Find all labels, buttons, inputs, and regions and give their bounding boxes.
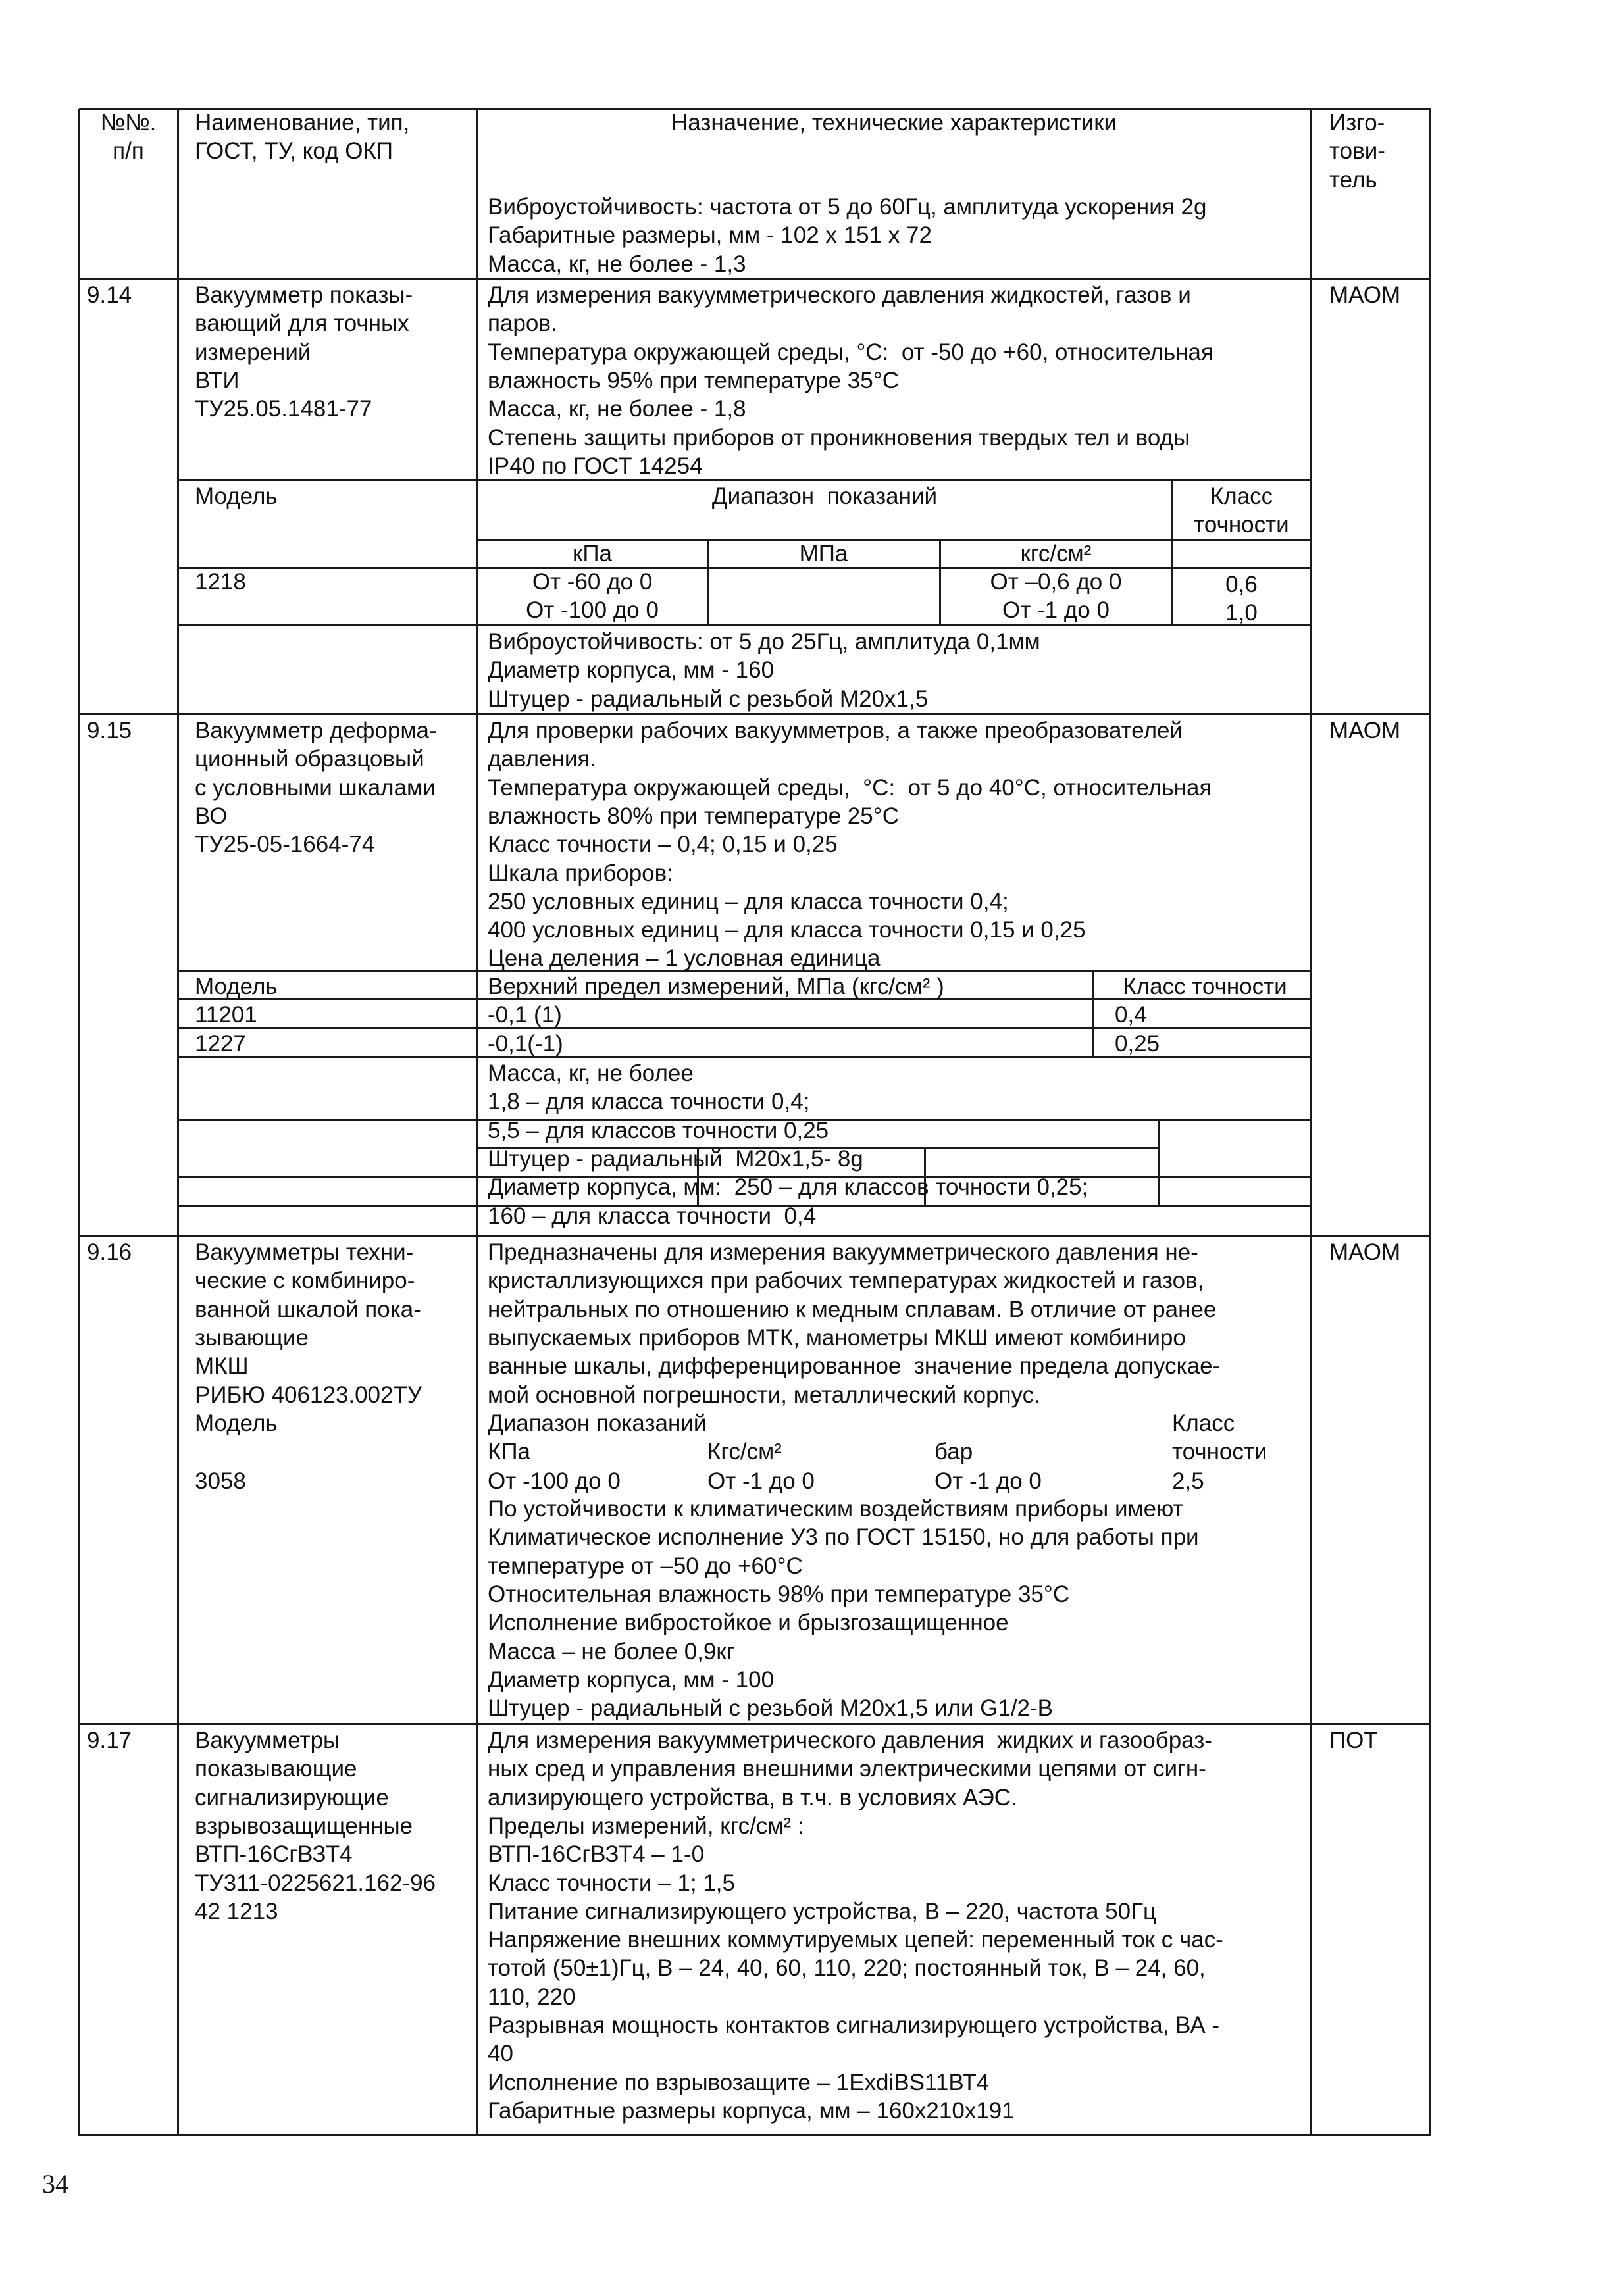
unit-kpa-header: кПа	[573, 541, 612, 566]
device-description: давления.	[488, 746, 597, 772]
device-description: 400 условных единиц – для класса точности 0,15 и 0,25	[488, 917, 1086, 943]
device-description: Температура окружающей среды, °С: от -50 до +60, относительная	[488, 339, 1213, 365]
model-header: Модель	[195, 484, 278, 509]
continuation-text: Габаритные размеры, мм - 102 x 151 x 72	[488, 222, 932, 249]
device-description: Цена деления – 1 условная единица	[488, 945, 881, 972]
device-description: Класс точности – 1; 1,5	[488, 1870, 735, 1896]
device-notes: Масса, кг, не более	[488, 1061, 694, 1086]
section-number: 9.14	[87, 282, 132, 308]
column-rule-maker	[1310, 109, 1312, 2136]
manufacturer: МАОМ	[1329, 1239, 1401, 1265]
unit-kpa-header: КПа	[488, 1439, 531, 1464]
device-name: зывающие	[195, 1324, 309, 1351]
device-description: Напряжение внешних коммутируемых цепей: переменный ток с час-	[488, 1927, 1223, 1953]
header-maker-label: тель	[1329, 166, 1377, 193]
device-name: с условными шкалами	[195, 774, 436, 801]
unit-kgf-header: кгс/см²	[1020, 541, 1092, 566]
page-number: 34	[42, 2169, 68, 2199]
device-notes: По устойчивости к климатическим воздействиям приборы имеют	[488, 1496, 1184, 1522]
device-description: 110, 220	[488, 1984, 576, 2010]
device-notes: Масса – не более 0,9кг	[488, 1638, 735, 1664]
section-number: 9.16	[87, 1239, 132, 1265]
continuation-text: Виброустойчивость: частота от 5 до 60Гц, амплитуда ускорения 2g	[488, 194, 1207, 220]
device-description: Для проверки рабочих вакуумметров, а также преобразователей	[488, 718, 1183, 743]
upper-limit-value: -0,1 (1)	[488, 1002, 562, 1028]
device-notes: Исполнение вибростойкое и брызгозащищенное	[488, 1610, 1009, 1636]
device-description: ных сред и управления внешними электрическими цепями от сигн-	[488, 1756, 1206, 1782]
device-description: паров.	[488, 311, 557, 337]
device-description: Пределы измерений, кгс/см² :	[488, 1812, 804, 1839]
model-header: Модель	[195, 974, 278, 999]
table-right-border	[1429, 109, 1431, 2136]
device-notes: Виброустойчивость: от 5 до 25Гц, амплитуда 0,1мм	[488, 629, 1040, 655]
model-value: 11201	[195, 1002, 257, 1028]
class-header: Класс	[1210, 484, 1273, 509]
model-value: 3058	[195, 1468, 246, 1494]
table-vertical-rule	[1158, 1120, 1160, 1207]
device-description: ализирующего устройства, в т.ч. в условиях АЭС.	[488, 1784, 1017, 1810]
device-name: показывающие	[195, 1756, 357, 1782]
header-name-label: Наименование, тип,	[195, 110, 410, 136]
device-name: Вакуумметры	[195, 1728, 340, 1753]
device-notes: Климатическое исполнение У3 по ГОСТ 15150, но для работы при	[488, 1524, 1199, 1551]
device-name: ВТП-16СгВЗТ4	[195, 1841, 353, 1868]
device-description: Шкала приборов:	[488, 860, 673, 886]
device-notes: 5,5 – для классов точности 0,25	[488, 1117, 829, 1143]
device-notes: температуре от –50 до +60°С	[488, 1553, 803, 1579]
model-value: 1227	[195, 1031, 246, 1057]
continuation-text: Масса, кг, не более - 1,3	[488, 251, 746, 277]
header-purpose-label: Назначение, технические характеристики	[671, 110, 1117, 136]
device-description: Питание сигнализирующего устройства, В – 220, частота 50Гц	[488, 1898, 1157, 1924]
device-name: Вакуумметр показы-	[195, 282, 413, 308]
section-number: 9.17	[87, 1728, 132, 1753]
device-notes: Диаметр корпуса, мм - 160	[488, 657, 775, 684]
unit-mpa-header: МПа	[799, 541, 848, 566]
device-notes: Диаметр корпуса, мм - 100	[488, 1666, 775, 1693]
section-rule-9-16	[79, 1235, 1431, 1237]
device-notes: 1,8 – для класса точности 0,4;	[488, 1089, 810, 1115]
device-description: Исполнение по взрывозащите – 1ExdiBS11ВТ4	[488, 2069, 990, 2095]
class-header: точности	[1194, 512, 1289, 538]
device-description: нейтральных по отношению к медным сплавам. В отличие от ранее	[488, 1296, 1217, 1322]
device-description: влажность 95% при температуре 35°С	[488, 367, 899, 393]
range-bar-value: От -1 до 0	[934, 1468, 1042, 1494]
device-description: IP40 по ГОСТ 14254	[488, 453, 703, 479]
class-header: точности	[1172, 1439, 1267, 1465]
range-kpa-value: От -100 до 0	[526, 597, 659, 624]
device-name: Вакуумметры техни-	[195, 1239, 414, 1265]
range-kgf-value: От -1 до 0	[707, 1468, 815, 1494]
device-description: ванные шкалы, дифференцированное значение предела допускае-	[488, 1353, 1221, 1380]
class-header: Класс	[1172, 1410, 1235, 1436]
table-bottom-border	[79, 2134, 1431, 2136]
device-description: 40	[488, 2041, 513, 2067]
device-name: ционный образцовый	[195, 746, 424, 772]
range-header: Диапазон показаний	[711, 484, 938, 509]
device-description: Для измерения вакуумметрического давления жидкостей, газов и	[488, 282, 1191, 308]
column-rule-name	[177, 109, 179, 2136]
device-description: Степень защиты приборов от проникновения твердых тел и воды	[488, 424, 1190, 451]
manufacturer: ПОТ	[1329, 1728, 1378, 1753]
device-name: ТУ25-05-1664-74	[195, 832, 375, 858]
device-name: ческие с комбиниро-	[195, 1268, 415, 1294]
table-vertical-rule	[1092, 970, 1094, 1058]
device-name: взрывозащищенные	[195, 1812, 413, 1839]
device-description: Температура окружающей среды, °С: от 5 до 40°С, относительная	[488, 774, 1212, 801]
class-value: 2,5	[1172, 1468, 1204, 1494]
manufacturer: МАОМ	[1329, 718, 1401, 743]
upper-limit-value: -0,1(-1)	[488, 1031, 563, 1057]
device-description: Масса, кг, не более - 1,8	[488, 396, 746, 422]
section-number: 9.15	[87, 718, 132, 743]
device-name: вающий для точных	[195, 311, 409, 337]
header-maker-label: Изго-	[1329, 110, 1385, 136]
range-kpa-value: От -60 до 0	[532, 569, 653, 595]
device-description: 250 условных единиц – для класса точности 0,4;	[488, 888, 1009, 914]
device-name: ТУ311-0225621.162-96	[195, 1870, 436, 1896]
table-horizontal-rule	[178, 479, 1312, 481]
model-header: Модель	[195, 1410, 278, 1436]
model-value: 1218	[195, 569, 246, 595]
device-description: тотой (50±1)Гц, В – 24, 40, 60, 110, 220; постоянный ток, В – 24, 60,	[488, 1955, 1206, 1982]
column-rule-purpose	[476, 109, 478, 2136]
device-description: ВТП-16СгВЗТ4 – 1-0	[488, 1841, 705, 1868]
manufacturer: МАОМ	[1329, 282, 1401, 308]
section-rule-9-17	[79, 1723, 1431, 1725]
upper-limit-header: Верхний предел измерений, МПа (кгс/см² )	[488, 974, 944, 999]
device-name: ВТИ	[195, 367, 240, 393]
header-num-label: №№.	[100, 110, 157, 136]
device-description: влажность 80% при температуре 25°С	[488, 803, 899, 829]
range-header: Диапазон показаний	[488, 1410, 707, 1436]
range-kgf-value: От -1 до 0	[1002, 597, 1110, 624]
section-rule-9-15	[79, 713, 1431, 715]
device-name: РИБЮ 406123.002ТУ	[195, 1382, 422, 1408]
device-notes: Штуцер - радиальный с резьбой М20х1,5	[488, 686, 929, 712]
header-name-label: ГОСТ, ТУ, код ОКП	[195, 138, 394, 164]
class-value: 0,6	[1225, 572, 1258, 597]
device-notes: Штуцер - радиальный с резьбой М20х1,5 или G1/2-В	[488, 1695, 1054, 1722]
device-description: мой основной погрешности, металлический корпус.	[488, 1382, 1040, 1408]
table-left-border	[78, 109, 80, 2136]
device-notes: Относительная влажность 98% при температуре 35°С	[488, 1581, 1070, 1607]
device-notes: Диаметр корпуса, мм: 250 – для классов точности 0,25;	[488, 1174, 1088, 1201]
device-description: Для измерения вакуумметрического давления жидких и газообраз-	[488, 1728, 1212, 1753]
device-description: Класс точности – 0,4; 0,15 и 0,25	[488, 832, 838, 858]
device-name: 42 1213	[195, 1898, 278, 1924]
unit-kgf-header: Кгс/см²	[707, 1439, 782, 1464]
class-value: 0,4	[1115, 1002, 1147, 1028]
device-name: ВО	[195, 803, 228, 829]
device-name: сигнализирующие	[195, 1784, 389, 1810]
device-name: измерений	[195, 339, 311, 365]
device-notes: 160 – для класса точности 0,4	[488, 1203, 817, 1229]
class-value: 1,0	[1225, 600, 1258, 626]
class-header: Класс точности	[1123, 974, 1287, 999]
range-kpa-value: От -100 до 0	[488, 1468, 621, 1494]
range-kgf-value: От –0,6 до 0	[990, 569, 1122, 595]
device-description: Габаритные размеры корпуса, мм – 160x210x191	[488, 2097, 1015, 2124]
device-notes: Штуцер - радиальный М20х1,5- 8g	[488, 1145, 863, 1172]
device-name: МКШ	[195, 1353, 249, 1380]
unit-bar-header: бар	[934, 1439, 973, 1464]
header-maker-label: тови-	[1329, 138, 1385, 164]
device-name: ТУ25.05.1481-77	[195, 396, 372, 422]
header-num-label: п/п	[113, 138, 144, 164]
device-description: Разрывная мощность контактов сигнализирующего устройства, ВА -	[488, 2012, 1220, 2038]
class-value: 0,25	[1115, 1031, 1160, 1057]
device-name: ванной шкалой пока-	[195, 1296, 421, 1322]
device-description: Предназначены для измерения вакуумметрического давления не-	[488, 1239, 1198, 1265]
device-description: выпускаемых приборов МТК, манометры МКШ имеют комбиниро	[488, 1324, 1186, 1351]
device-description: кристаллизующихся при рабочих температурах жидкостей и газов,	[488, 1268, 1204, 1294]
device-name: Вакуумметр деформа-	[195, 718, 437, 743]
section-rule-9-14	[79, 278, 1431, 280]
